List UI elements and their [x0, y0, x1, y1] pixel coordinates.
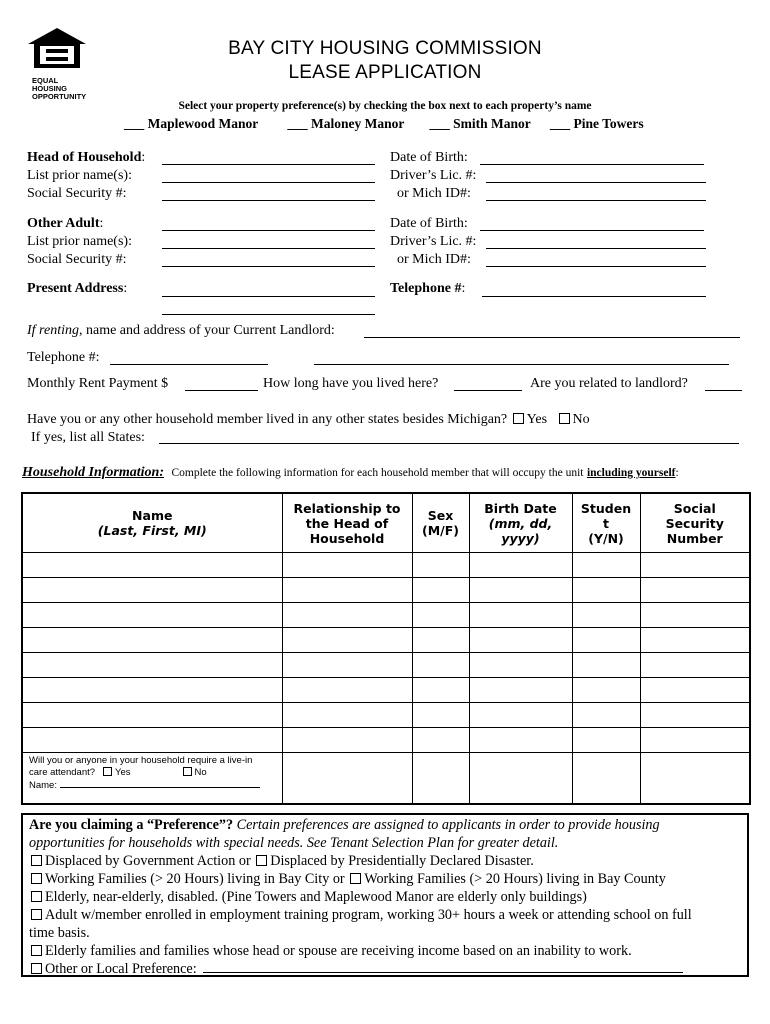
states-list-field[interactable]: [159, 431, 739, 444]
head-prior-label: List prior name(s):: [27, 168, 132, 183]
adult-prior-label: List prior name(s):: [27, 234, 132, 249]
adult-ssn-label: Social Security #:: [27, 252, 127, 267]
property-maplewood: Maplewood Manor: [147, 116, 258, 131]
preference-box: Are you claiming a “Preference”? Certain preferences are assigned to applicants in order to provide housing opportunities for households with special needs. See Tenant Selection Plan for greater detail. Displaced by Government Action or Displaced by Presidentially Declared Disaster. Working Families (> 20 Hours) living in Bay City or Working Families (> 20 Hours) living in Bay County Elderly, near-elderly, disabled. (Pine Towers and Maplewood Manor are elderly only buildings) Adult w/member enrolled in employment training program, working 30+ hours a week or attending school on full time basis. Elderly families and families whose head or spouse are receiving income based on an inability to work. Other or Local Preference:: [21, 813, 749, 977]
head-prior-field[interactable]: [162, 170, 375, 183]
pref-elderly-checkbox[interactable]: [31, 891, 42, 902]
adult-dl-field[interactable]: [486, 236, 706, 249]
head-name-field[interactable]: [162, 152, 375, 165]
adult-dob-field[interactable]: [480, 218, 704, 231]
head-mich-field[interactable]: [486, 188, 706, 201]
head-dob-field[interactable]: [480, 152, 704, 165]
landlord-tel-label: Telephone #:: [27, 350, 100, 365]
states-no-checkbox[interactable]: [559, 413, 570, 424]
property-pine: Pine Towers: [573, 116, 644, 131]
property-checkbox[interactable]: ___: [287, 116, 308, 131]
pref-other-field[interactable]: [203, 960, 683, 973]
landlord-label: If renting, name and address of your Current Landlord:: [27, 323, 335, 338]
rent-label: Monthly Rent Payment $: [27, 376, 169, 391]
how-long-field[interactable]: [454, 378, 522, 391]
landlord-tel-field[interactable]: [110, 352, 268, 365]
adult-mich-field[interactable]: [486, 254, 706, 267]
logo-text-1: EQUAL HOUSING: [32, 76, 68, 93]
care-yes-checkbox[interactable]: [103, 767, 112, 776]
property-checkbox[interactable]: ___: [429, 116, 450, 131]
pref-inability-checkbox[interactable]: [31, 945, 42, 956]
related-label: Are you related to landlord?: [530, 376, 688, 391]
col-ssn: Social Security Number: [640, 493, 750, 553]
table-row[interactable]: [22, 553, 750, 578]
head-ssn-label: Social Security #:: [27, 186, 127, 201]
how-long-label: How long have you lived here?: [263, 376, 439, 391]
pref-training-checkbox[interactable]: [31, 909, 42, 920]
head-dl-field[interactable]: [486, 170, 706, 183]
landlord-address-field[interactable]: [314, 352, 729, 365]
table-row[interactable]: [22, 653, 750, 678]
logo-text-2: OPPORTUNITY: [32, 92, 87, 101]
states-yes-checkbox[interactable]: [513, 413, 524, 424]
states-list-label: If yes, list all States:: [31, 430, 145, 445]
property-options: [124, 116, 644, 132]
col-birthdate: Birth Date (mm, dd, yyyy): [469, 493, 572, 553]
landlord-field[interactable]: [364, 325, 740, 338]
col-name: Name (Last, First, MI): [22, 493, 282, 553]
adult-prior-field[interactable]: [162, 236, 375, 249]
care-name-field[interactable]: [60, 779, 260, 788]
pref-other-checkbox[interactable]: [31, 963, 42, 974]
property-checkbox[interactable]: ___: [549, 116, 571, 131]
pref-gov-checkbox[interactable]: [31, 855, 42, 866]
address-field-2[interactable]: [162, 302, 375, 315]
telephone-field[interactable]: [482, 284, 706, 297]
address-field-1[interactable]: [162, 284, 375, 297]
related-field[interactable]: [705, 378, 742, 391]
property-checkbox[interactable]: ___: [124, 116, 145, 131]
pref-disaster-checkbox[interactable]: [256, 855, 267, 866]
table-row[interactable]: [22, 728, 750, 753]
adult-mich-label: or Mich ID#:: [397, 252, 471, 267]
table-row[interactable]: [22, 628, 750, 653]
telephone-label: Telephone #:: [390, 281, 466, 296]
head-ssn-field[interactable]: [162, 188, 375, 201]
rent-field[interactable]: [185, 378, 258, 391]
care-no-checkbox[interactable]: [183, 767, 192, 776]
household-heading: Household Information: Complete the following information for each household member that will occupy the unit including yourself:: [22, 465, 679, 480]
adult-ssn-field[interactable]: [162, 254, 375, 267]
head-mich-label: or Mich ID#:: [397, 186, 471, 201]
household-table: [21, 492, 751, 805]
col-relationship: Relationship to the Head of Household: [282, 493, 412, 553]
col-sex: Sex (M/F): [412, 493, 469, 553]
form-title: LEASE APPLICATION: [288, 62, 482, 83]
states-question: Have you or any other household member lived in any other states besides Michigan? Yes No: [27, 412, 590, 427]
adult-dob-label: Date of Birth:: [390, 216, 468, 231]
head-label: Head of Household:: [27, 150, 146, 165]
table-row[interactable]: [22, 603, 750, 628]
table-row[interactable]: [22, 703, 750, 728]
table-row[interactable]: [22, 578, 750, 603]
adult-dl-label: Driver’s Lic. #:: [390, 234, 477, 249]
pref-working-county-checkbox[interactable]: [350, 873, 361, 884]
adult-label: Other Adult:: [27, 216, 104, 231]
pref-working-city-checkbox[interactable]: [31, 873, 42, 884]
head-dob-label: Date of Birth:: [390, 150, 468, 165]
col-student: Studen t (Y/N): [572, 493, 640, 553]
property-instruction: Select your property preference(s) by checking the box next to each property’s name: [178, 100, 592, 112]
table-header-row: [22, 493, 750, 553]
head-dl-label: Driver’s Lic. #:: [390, 168, 477, 183]
table-row[interactable]: [22, 753, 750, 805]
org-title: BAY CITY HOUSING COMMISSION: [228, 38, 542, 59]
property-smith: Smith Manor: [453, 116, 531, 131]
adult-name-field[interactable]: [162, 218, 375, 231]
care-attendant-cell: Will you or anyone in your household require a live-in care attendant? Yes No Name:: [22, 753, 282, 805]
address-label: Present Address:: [27, 281, 128, 296]
property-maloney: Maloney Manor: [311, 116, 405, 131]
table-row[interactable]: [22, 678, 750, 703]
